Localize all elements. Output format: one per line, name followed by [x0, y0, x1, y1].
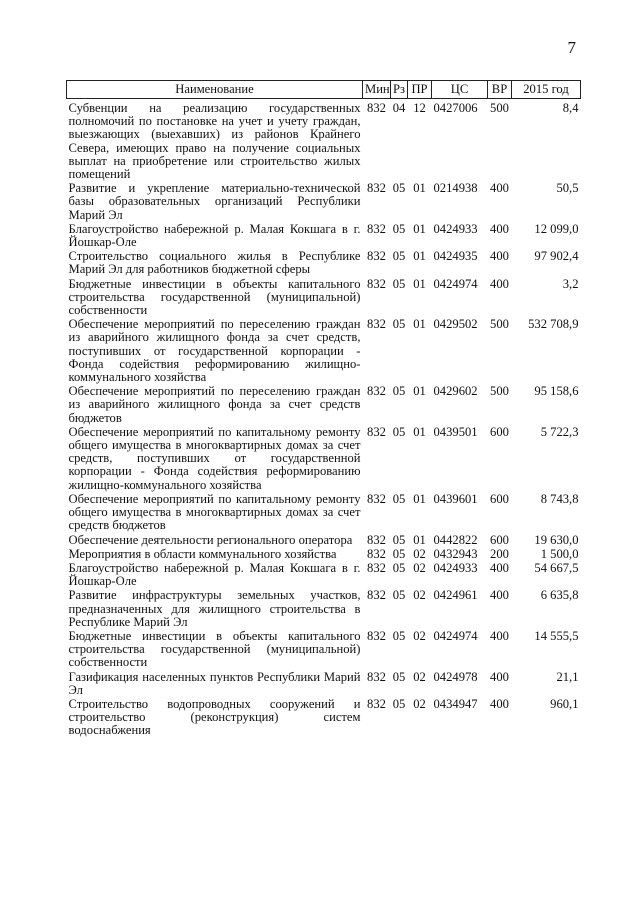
row-rz: 05	[392, 588, 406, 603]
table-row	[67, 562, 581, 589]
table-row	[67, 99, 581, 183]
row-rz: 04	[392, 101, 406, 115]
row-vr: 600	[490, 532, 509, 547]
header-name: Наименование	[67, 81, 363, 99]
row-name: Строительство водопроводных сооружений и строительство (реконструкция) систем водоснабжения	[68, 696, 361, 738]
row-vr: 400	[490, 221, 509, 236]
row-min: 832	[367, 546, 386, 561]
row-amount: 54 667,5	[534, 560, 579, 575]
row-min: 832	[367, 669, 386, 684]
table-row	[67, 671, 581, 698]
page-number: 7	[567, 38, 576, 57]
row-rz: 05	[392, 221, 406, 236]
row-rz: 05	[392, 546, 406, 561]
row-cs: 0439601	[433, 491, 478, 506]
row-amount: 532 708,9	[528, 317, 579, 332]
row-pr: 01	[413, 424, 426, 439]
budget-table	[66, 80, 581, 739]
row-min: 832	[367, 424, 386, 439]
row-min: 832	[367, 101, 386, 115]
row-amount: 3,2	[562, 276, 579, 291]
row-pr: 01	[413, 532, 426, 547]
row-min: 832	[367, 532, 386, 547]
table-header	[67, 81, 581, 99]
row-cs: 0424961	[433, 588, 478, 603]
row-cs: 0442822	[433, 532, 478, 547]
row-vr: 400	[490, 696, 509, 711]
row-min: 832	[367, 249, 386, 264]
row-amount: 1 500,0	[540, 546, 579, 561]
row-vr: 400	[490, 588, 509, 603]
row-pr: 01	[413, 491, 426, 506]
header-vr: ВР	[488, 81, 512, 99]
row-name: Газификация населенных пунктов Республики Марий Эл	[68, 669, 361, 697]
row-rz: 05	[392, 276, 406, 291]
row-name: Субвенции на реализацию государственных полномочий по постановке на учет и учету граждан, выезжающих (выехавших) из районов Крайнего Севера, имеющих право на получение социальных выплат на приобретение или строительство жилых помещений	[68, 101, 361, 182]
row-pr: 02	[413, 588, 426, 603]
row-rz: 05	[392, 491, 406, 506]
row-pr: 02	[413, 628, 426, 643]
table-row	[67, 534, 581, 548]
row-name: Обеспечение мероприятий по капитальному ремонту общего имущества в многоквартирных домах за счет средств бюджетов	[68, 491, 361, 533]
header-cs: ЦС	[432, 81, 488, 99]
row-name: Развитие и укрепление материально-технической базы образовательных организаций Республики Марий Эл	[68, 181, 361, 222]
row-rz: 05	[392, 249, 406, 264]
row-min: 832	[367, 221, 386, 236]
row-pr: 01	[413, 221, 426, 236]
row-min: 832	[367, 181, 386, 196]
row-vr: 400	[490, 669, 509, 684]
row-rz: 05	[392, 317, 406, 332]
row-vr: 500	[490, 384, 509, 399]
table-row	[67, 250, 581, 277]
row-amount: 8,4	[562, 101, 579, 115]
row-amount: 8 743,8	[540, 491, 579, 506]
row-rz: 05	[392, 181, 406, 196]
header-min: Мин	[363, 81, 391, 99]
table-row	[67, 182, 581, 223]
header-rz: Рз	[391, 81, 408, 99]
table-row	[67, 426, 581, 493]
row-amount: 50,5	[556, 181, 579, 196]
row-pr: 12	[413, 101, 426, 115]
table-row	[67, 630, 581, 671]
row-vr: 500	[490, 317, 509, 332]
table-row	[67, 223, 581, 250]
row-min: 832	[367, 384, 386, 399]
table-row	[67, 698, 581, 739]
row-cs: 0429502	[433, 317, 478, 332]
row-vr: 400	[490, 181, 509, 196]
row-name: Обеспечение деятельности регионального оператора	[68, 532, 353, 547]
row-pr: 01	[413, 384, 426, 399]
row-rz: 05	[392, 628, 406, 643]
row-amount: 21,1	[556, 669, 579, 684]
row-min: 832	[367, 317, 386, 332]
row-rz: 05	[392, 424, 406, 439]
row-amount: 19 630,0	[534, 532, 579, 547]
row-pr: 02	[413, 546, 426, 561]
row-name: Благоустройство набережной р. Малая Кокшага в г. Йошкар-Оле	[68, 560, 361, 589]
row-vr: 400	[490, 276, 509, 291]
row-name: Обеспечение мероприятий по переселению граждан из аварийного жилищного фонда за счет средств бюджетов	[68, 384, 361, 425]
row-name: Бюджетные инвестиции в объекты капитального строительства государственной (муниципальной) собственности	[68, 628, 361, 670]
table-body	[67, 99, 581, 739]
row-name: Мероприятия в области коммунального хозяйства	[68, 546, 337, 561]
table-row	[67, 318, 581, 385]
row-min: 832	[367, 628, 386, 643]
row-rz: 05	[392, 696, 406, 711]
row-pr: 02	[413, 696, 426, 711]
row-vr: 500	[490, 101, 509, 115]
row-cs: 0439501	[433, 424, 478, 439]
row-name: Бюджетные инвестиции в объекты капитального строительства государственной (муниципальной) собственности	[68, 276, 361, 318]
row-name: Обеспечение мероприятий по переселению граждан из аварийного жилищного фонда за счет средств, поступивших от государственной корпорации - Фонда содействия реформированию жилищно-коммунального хозяйства	[68, 317, 361, 385]
row-amount: 95 158,6	[534, 384, 579, 399]
row-amount: 12 099,0	[534, 221, 579, 236]
row-pr: 01	[413, 317, 426, 332]
row-vr: 200	[490, 546, 509, 561]
table-row	[67, 278, 581, 319]
row-amount: 5 722,3	[540, 424, 579, 439]
row-name: Благоустройство набережной р. Малая Кокшага в г. Йошкар-Оле	[68, 221, 361, 250]
row-name: Строительство социального жилья в Республике Марий Эл для работников бюджетной сферы	[68, 249, 361, 277]
table-row	[67, 548, 581, 562]
row-rz: 05	[392, 532, 406, 547]
row-min: 832	[367, 588, 386, 603]
row-min: 832	[367, 696, 386, 711]
row-amount: 960,1	[550, 696, 579, 711]
row-cs: 0424974	[433, 276, 478, 291]
row-cs: 0434947	[433, 696, 478, 711]
row-amount: 6 635,8	[540, 588, 579, 603]
row-min: 832	[367, 276, 386, 291]
header-year: 2015 год	[512, 81, 581, 99]
row-rz: 05	[392, 669, 406, 684]
table-row	[67, 589, 581, 630]
row-min: 832	[367, 560, 386, 575]
row-cs: 0424935	[433, 249, 478, 264]
row-amount: 14 555,5	[534, 628, 579, 643]
row-rz: 05	[392, 384, 406, 399]
row-cs: 0427006	[433, 101, 478, 115]
row-cs: 0432943	[433, 546, 478, 561]
row-cs: 0424933	[433, 560, 478, 575]
row-name: Развитие инфраструктуры земельных участков, предназначенных для жилищного строительства в Республике Марий Эл	[68, 588, 361, 629]
row-pr: 01	[413, 276, 426, 291]
row-vr: 400	[490, 249, 509, 264]
row-pr: 02	[413, 669, 426, 684]
row-min: 832	[367, 491, 386, 506]
row-vr: 400	[490, 560, 509, 575]
row-cs: 0424933	[433, 221, 478, 236]
row-vr: 400	[490, 628, 509, 643]
row-cs: 0424978	[433, 669, 478, 684]
row-pr: 01	[413, 181, 426, 196]
row-pr: 02	[413, 560, 426, 575]
row-pr: 01	[413, 249, 426, 264]
row-vr: 600	[490, 491, 509, 506]
header-pr: ПР	[408, 81, 432, 99]
row-cs: 0424974	[433, 628, 478, 643]
row-cs: 0214938	[433, 181, 478, 196]
table-row	[67, 385, 581, 426]
row-cs: 0429602	[433, 384, 478, 399]
row-name: Обеспечение мероприятий по капитальному ремонту общего имущества в многоквартирных домах за счет средств, поступивших от государственной корпорации - Фонда содействия реформированию жилищно-коммунального хозяйства	[68, 424, 361, 492]
row-amount: 97 902,4	[534, 249, 579, 264]
table-row	[67, 493, 581, 534]
row-rz: 05	[392, 560, 406, 575]
row-vr: 600	[490, 424, 509, 439]
